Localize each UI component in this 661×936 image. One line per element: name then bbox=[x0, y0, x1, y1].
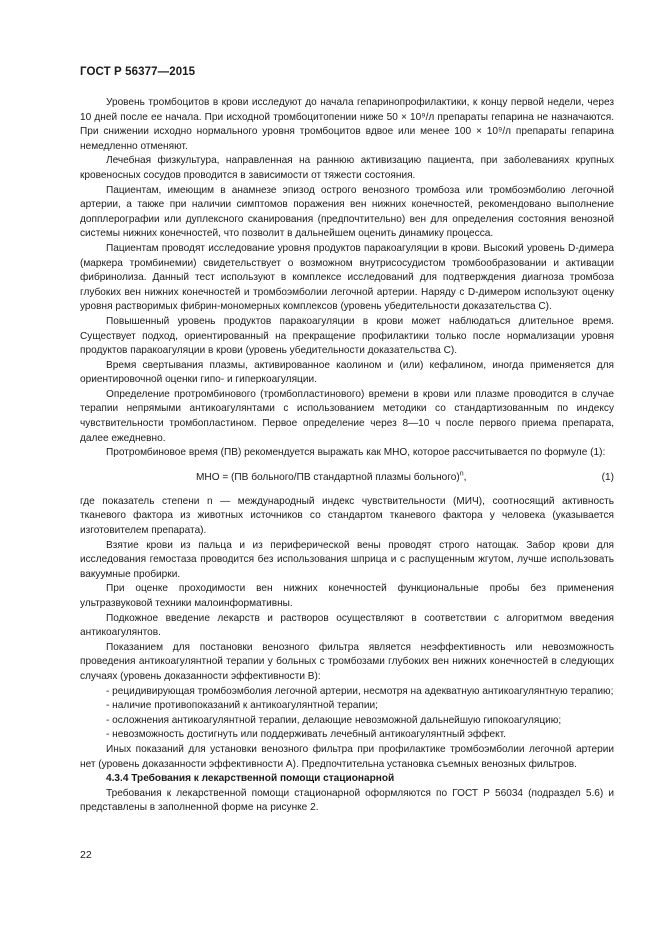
document-body bbox=[80, 96, 614, 816]
list-item: - невозможность достигнуть или поддерживать лечебный антикоагулянтный эффект. bbox=[106, 729, 506, 741]
paragraph: При оценке проходимости вен нижних конечностей функциональные пробы без применения ультразвуковой техники малоинформативны. bbox=[80, 583, 614, 609]
list-item: - рецидивирующая тромбоэмболия легочной артерии, несмотря на адекватную антикоагулянтную терапию; bbox=[106, 685, 614, 697]
section-heading: 4.3.4 Требования к лекарственной помощи стационарной bbox=[106, 773, 395, 785]
formula-exponent: n bbox=[459, 470, 464, 478]
paragraph: Показанием для постановки венозного фильтра является неэффективность или невозможность проведения антикоагулянтной терапии у больных с тромбозами глубоких вен нижних конечностей в следующих случаях (уровень доказанности эффективности B): bbox=[80, 641, 614, 682]
formula-trailing: , bbox=[463, 471, 467, 483]
formula-number: (1) bbox=[601, 471, 614, 483]
paragraph-formula-explanation: где показатель степени n — международный индекс чувствительности (МИЧ), соотносящий активность тканевого фактора из животных источников со стандартом тканевого фактора у человека (указывается изготовителем препарата). bbox=[80, 495, 614, 537]
paragraph: Взятие крови из пальца и из периферической вены проводят строго натощак. Забор крови для исследования гемостаза проводится без использования шприца и с распущенным жгутом, лучше использовать вакуумные пробирки. bbox=[80, 539, 614, 580]
list-item: - наличие противопоказаний к антикоагулянтной терапии; bbox=[106, 700, 378, 712]
formula-text: МНО = (ПВ больного/ПВ стандартной плазмы больного) bbox=[196, 471, 460, 483]
paragraph: Протромбиновое время (ПВ) рекомендуется выражать как МНО, которое рассчитывается по формуле (1): bbox=[106, 447, 606, 459]
paragraph: Пациентам проводят исследование уровня продуктов паракоагуляции в крови. Высокий уровень D-димера (маркера тромбинемии) свидетельствует о возможном внутрисосудистом тромбообразовании и активации фибринолиза. Данный тест используют в комплексе исследований для подтверждения диагноза тромбоза глубоких вен нижних конечностей и тромбоэмболии легочной артерии. Наряду с D-димером используют оценку уровня растворимых фибрин-мономерных комплексов (уровень убедительности доказательства C). bbox=[80, 242, 614, 313]
paragraph: Лечебная физкультура, направленная на раннюю активизацию пациента, при заболеваниях крупных кровеносных сосудов проводится в зависимости от тяжести состояния. bbox=[80, 155, 614, 181]
paragraph: Требования к лекарственной помощи стационарной оформляются по ГОСТ Р 56034 (подраздел 5.6) и представлены в заполненной форме на рисунке 2. bbox=[80, 787, 614, 814]
list-item: - осложнения антикоагулянтной терапии, делающие невозможной дальнейшую гипокоагуляцию; bbox=[106, 714, 562, 726]
paragraph: Подкожное введение лекарств и растворов осуществляют в соответствии с алгоритмом введения антикоагулянтов. bbox=[80, 612, 614, 639]
paragraph: Определение протромбинового (тромбопластинового) времени в крови или плазме проводится в случае терапии непрямыми антикоагулянтами с использованием методики со стандартизованным по индексу чувствительности тромбопластином. Первое определение через 8—10 ч после первого приема препарата, далее ежедневно. bbox=[80, 388, 614, 444]
paragraph: Уровень тромбоцитов в крови исследуют до начала гепаринопрофилактики, к концу первой недели, через 10 дней после ее начала. При исходной тромбоцитопении ниже 50 × 10⁹/л препараты гепарина не назначаются. При снижении исходно нормального уровня тромбоцитов вдвое или менее 100 × 10⁹/л препараты гепарина немедленно отменяют. bbox=[80, 97, 614, 152]
paragraph: Время свертывания плазмы, активированное каолином и (или) кефалином, иногда применяется для ориентировочной оценки гипо- и гиперкоагуляции. bbox=[80, 359, 614, 386]
formula-1 bbox=[80, 469, 614, 489]
paragraph: Иных показаний для установки венозного фильтра при профилактике тромбоэмболии легочной артерии нет (уровень доказанности эффективности A). Предпочтительна установка съемных венозных фильтров. bbox=[80, 743, 614, 770]
page-number: 22 bbox=[80, 849, 92, 861]
formula-expression bbox=[196, 471, 466, 486]
page-header: ГОСТ Р 56377—2015 bbox=[80, 66, 196, 78]
paragraph: Повышенный уровень продуктов паракоагуляции в крови может наблюдаться длительное время. Существует подход, ориентированный на прекращение профилактики только после нормализации уровня продуктов паракоагуляции в крови (уровень убедительности доказательства C). bbox=[80, 315, 614, 357]
paragraph: Пациентам, имеющим в анамнезе эпизод острого венозного тромбоза или тромбоэмболию легочной артерии, а также при наличии симптомов поражения вен нижних конечностей, рекомендовано выполнение допплерографии или дуплексного сканирования (предпочтительно) вен для определения состояния венозной системы нижних конечностей, что позволит в дальнейшем оценить динамику процесса. bbox=[80, 184, 614, 240]
